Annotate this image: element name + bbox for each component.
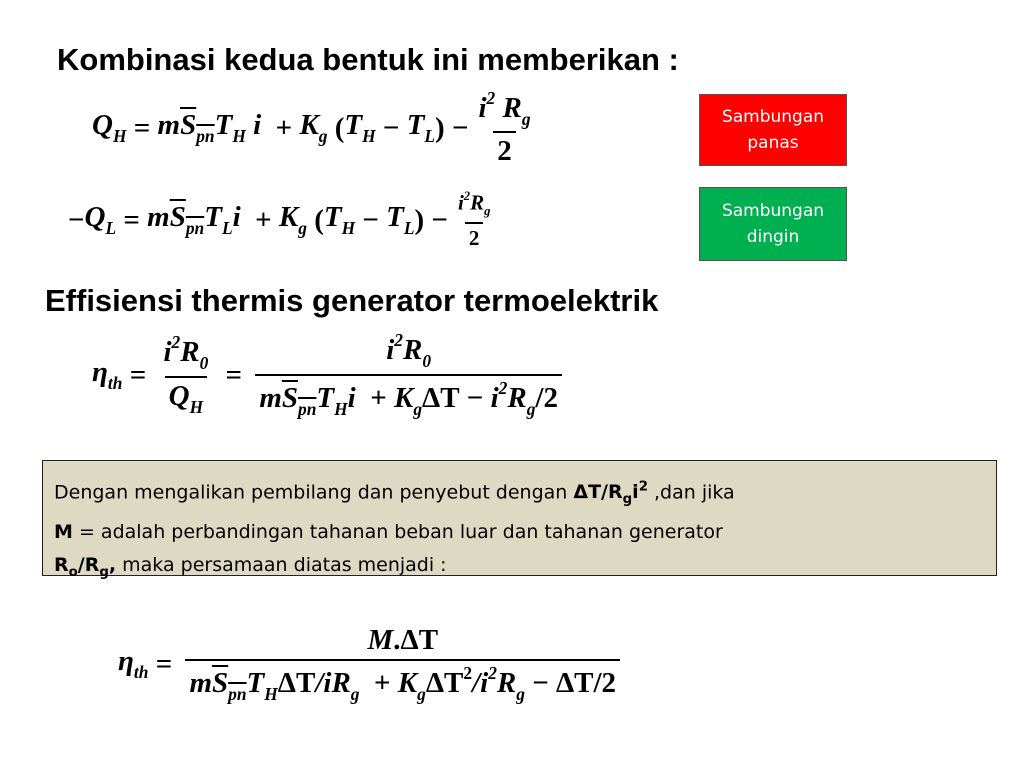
hot-junction-line1: Sambungan	[721, 107, 825, 127]
note-bold-rg-sub: g	[99, 564, 109, 580]
note-bold-comma: ,	[108, 554, 117, 577]
note-bold-m: M	[54, 521, 73, 544]
equation-q-h: $Q_H$ = $mS_{pn}T_H$ i + $K_g$ ( $T_H$ − $T_L$ ) − $\frac{i^2 R_g}{2}$	[92, 87, 531, 168]
cold-junction-line1: Sambungan	[721, 201, 825, 221]
note-text-1: Dengan mengalikan pembilang dan penyebut dengan	[54, 481, 574, 504]
note-bold-ro: R	[54, 554, 69, 577]
note-bold-ratio-tail: i	[632, 481, 639, 504]
heading-kombinasi: Kombinasi kedua bentuk ini memberikan :	[57, 42, 679, 77]
note-bold-ratio-sup: 2	[638, 480, 648, 495]
hot-junction-label	[699, 94, 847, 166]
cold-junction-line2: dingin	[746, 227, 800, 247]
explanation-note	[42, 460, 997, 580]
note-bold-rg: /R	[77, 554, 100, 577]
note-text-4: maka persamaan diatas menjadi :	[116, 554, 447, 577]
note-bold-ratio-sub: g	[622, 492, 633, 508]
equation-efficiency: $\eta_{th}$ = $\frac{i^2R_0}{Q_H}$ = $\frac{i^2R_0}{mS_{pn}T_Hi + K_g\Delta T - i^2R_g/2}$	[92, 332, 568, 418]
hot-junction-line2: panas	[747, 133, 799, 153]
cold-junction-label	[699, 187, 847, 261]
heading-effisiensi: Effisiensi thermis generator termoelektrik	[45, 283, 659, 318]
equation-q-l: − $Q_L$ = $mS_{pn}T_Li$ + $K_g$ ( $T_H$ − $T_L$ ) − $\frac{i^2R_g}{2}$	[68, 189, 491, 250]
equation-efficiency-final: $\eta_{th}$ = $\frac{M.\Delta T}{mS_{pn}T_H\Delta T/iR_g + K_g\Delta T^2/i^2R_g - \Delta T/2}$	[118, 618, 626, 710]
note-bold-ro-sub: o	[68, 564, 78, 580]
note-text-2: ,dan jika	[647, 481, 735, 504]
note-bold-ratio: ΔT/R	[573, 481, 623, 504]
note-text-3: = adalah perbandingan tahanan beban luar dan tahanan generator	[72, 521, 723, 544]
